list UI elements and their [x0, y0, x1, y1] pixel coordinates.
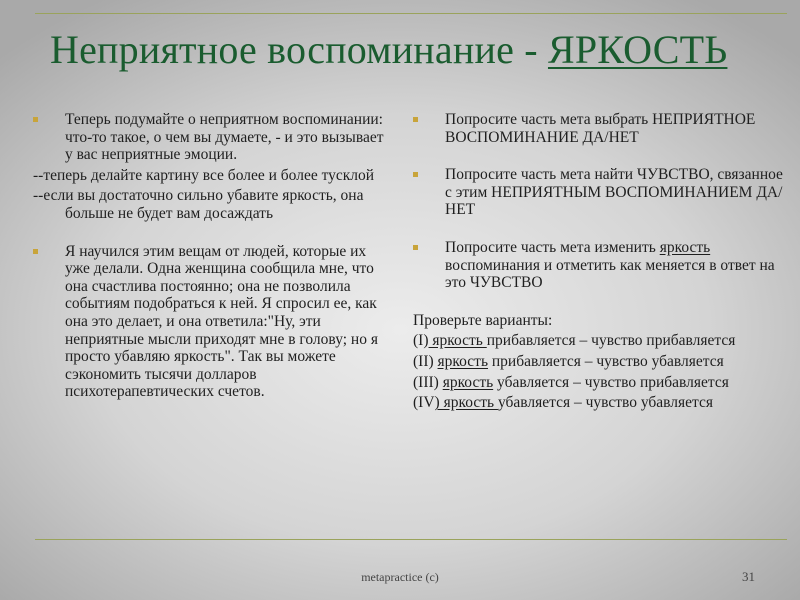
option-1 [413, 332, 783, 350]
right-bullet-1-text: Попросите часть мета выбрать НЕПРИЯТНОЕ ВОСПОМИНАНИЕ ДА/НЕТ [445, 111, 756, 146]
right-column [413, 111, 783, 412]
slide-title [50, 26, 727, 73]
option-4-label: (IV [413, 394, 435, 412]
bullet-square-icon [413, 245, 418, 250]
option-3-text: убавляется – чувство прибавляется [493, 373, 729, 391]
left-dash-1: --теперь делайте картину все более и более тусклой [33, 166, 375, 184]
check-variants-heading: Проверьте варианты: [413, 311, 553, 329]
option-3-label: (III) [413, 373, 443, 391]
right-bullet-3-pre: Попросите часть мета изменить [445, 238, 660, 256]
left-bullet-1 [33, 111, 388, 164]
option-4-text: убавляется – чувство убавляется [497, 394, 713, 412]
bullet-square-icon [33, 249, 38, 254]
bullet-square-icon [413, 117, 418, 122]
right-bullet-3-post: воспоминания и отметить как меняется в ответ на это ЧУВСТВО [445, 256, 775, 292]
option-3-underlined: яркость [442, 373, 494, 391]
right-bullet-1 [413, 111, 783, 146]
top-divider [35, 13, 787, 14]
bullet-square-icon [413, 172, 418, 177]
left-bullet-1-text: Теперь подумайте о неприятном воспоминании: что-то такое, о чем вы думаете, - и это вызывает у вас неприятные эмоции. [65, 111, 384, 164]
title-highlight: ЯРКОСТЬ [547, 27, 728, 72]
option-1-text: прибавляется – чувство прибавляется [486, 332, 736, 350]
option-2-text: прибавляется – чувство убавляется [488, 352, 724, 370]
option-4 [413, 394, 783, 412]
right-bullet-2 [413, 166, 783, 219]
option-4-underlined: ) яркость [434, 394, 498, 412]
left-bullet-2-text: Я научился этим вещам от людей, которые их уже делали. Одна женщина сообщила мне, что она счастлива постоянно; она не позволила событиям подобраться к ней. Я спросил ее, как она это делает, и она ответила:"Ну, эти неприятные мысли приходят мне в голову; но я просто убавляю яркость". Так вы можете сэкономить тысячи долларов психотерапевтических счетов. [65, 242, 378, 401]
left-bullet-2 [33, 243, 388, 401]
option-2 [413, 353, 783, 371]
option-1-underlined: яркость [428, 332, 487, 350]
left-column [33, 111, 388, 401]
option-3 [413, 374, 783, 392]
bottom-divider [35, 539, 787, 540]
left-dash-2: --если вы достаточно сильно убавите яркость, она больше не будет вам досаждать [33, 187, 364, 222]
page-number: 31 [742, 569, 755, 584]
option-1-label: (I) [413, 332, 429, 350]
bullet-square-icon [33, 117, 38, 122]
right-bullet-3-link: яркость [659, 238, 711, 256]
right-bullet-2-text: Попросите часть мета найти ЧУВСТВО, связанное с этим НЕПРИЯТНЫМ ВОСПОМИНАНИЕМ ДА/НЕТ [445, 166, 783, 219]
option-2-label: (II) [413, 352, 438, 370]
right-bullet-3 [413, 239, 783, 292]
option-2-underlined: яркость [437, 352, 489, 370]
title-main: Неприятное воспоминание - [50, 27, 548, 72]
footer-copyright: metapractice (c) [361, 570, 439, 584]
